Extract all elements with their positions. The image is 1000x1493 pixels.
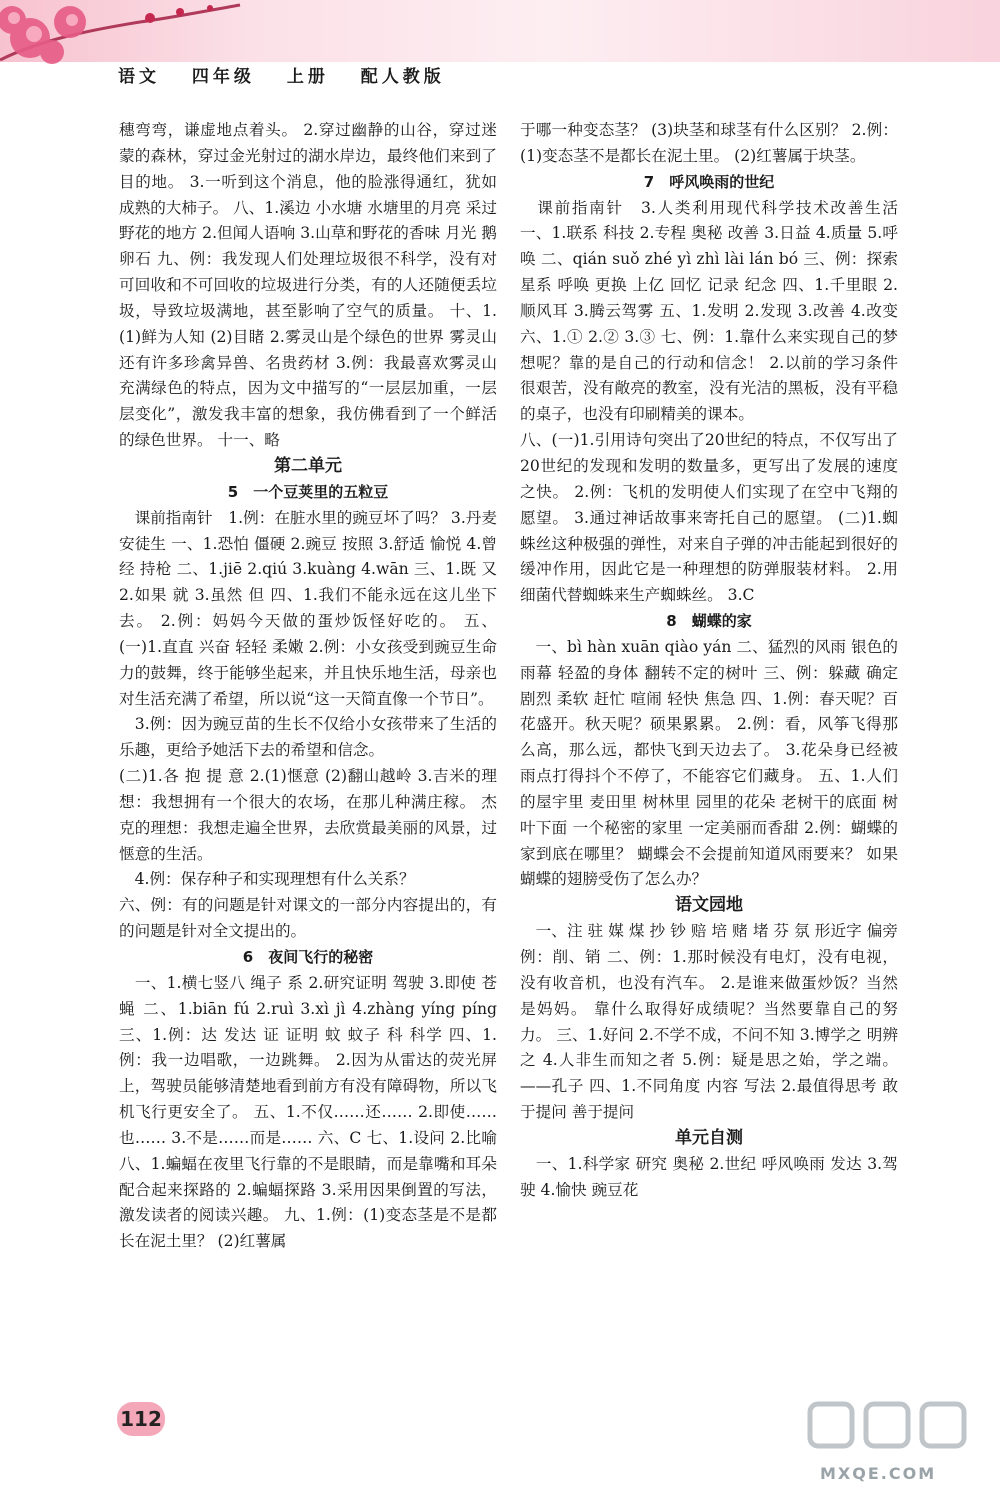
answer-paragraph: 于哪一种变态茎？ (3)块茎和球茎有什么区别？ 2.例：(1)变态茎不是都长在泥土里。 (2)红薯属于块茎。 [520, 121, 898, 165]
page-number-badge: 112 [117, 1402, 165, 1436]
answer-paragraph: 穗弯弯，谦虚地点着头。 2.穿过幽静的山谷，穿过迷蒙的森林，穿过金光射过的湖水岸边，最终他们来到了目的地。 3.一听到这个消息，他的脸涨得通红，犹如成熟的大柿子。 八、1.溪边 小水塘 水塘里的月亮 采过野花的地方 2.但闻人语响 3.山草和野花的香味 月光 鹅卵石 九、例：我发现人们处理垃圾很不科学，没有对可回收和不可回收的垃圾进行分类，有的人还随便丢垃圾，导致垃圾满地，甚至影响了空气的质量。 十、1.(1)鲜为人知 (2)目睹 2.雾灵山是个绿色的世界 雾灵山还有许多珍禽异兽、名贵药材 3.例：我最喜欢雾灵山充满绿色的特点，因为文中描写的“一层层加重，一层层变化”，激发我丰富的想象，我仿佛看到了一个鲜活的绿色世界。 十一、略 [119, 121, 497, 450]
section-heading: 6 夜间飞行的秘密 [242, 948, 374, 966]
answer-paragraph: 一、注 驻 媒 煤 抄 钞 赔 培 赌 堵 芬 氛 形近字 偏旁 例：削、销 二、例：1.那时候没有电灯，没有电视，没有收音机，也没有汽车。 2.是谁来做蛋炒饭？当然是妈妈。 靠什么取得好成绩呢？当然要靠自己的努力。 三、1.好问 2.不学不成，不问不知 3.博学之 明辨之 4.人非生而知之者 5.例：疑是思之始，学之端。——孔子 四、1.不同角度 内容 写法 2.最值得思考 敢于提问 善于提问 [520, 922, 898, 1122]
header-subject: 语文 [118, 67, 160, 87]
header-edition: 配人教版 [360, 67, 445, 87]
section-heading: 8 蝴蝶的家 [666, 612, 752, 631]
answer-paragraph: 3.例：因为豌豆苗的生长不仅给小女孩带来了生活的乐趣，更给予她活下去的希望和信念。 [119, 715, 497, 760]
right-answer-column [520, 118, 898, 1203]
header-volume: 上册 [286, 67, 329, 87]
answer-paragraph: (二)1.各 抱 提 意 2.(1)惬意 (2)翻山越岭 3.吉米的理想：我想拥有一个很大的农场，在那儿种满庄稼。 杰克的理想：我想走遍全世界，去欣赏最美丽的风景，过惬意的生活。 [119, 767, 497, 863]
answer-paragraph: 六、例：有的问题是针对课文的一部分内容提出的，有的问题是针对全文提出的。 [119, 896, 497, 941]
header-grade: 四年级 [191, 67, 255, 87]
section-heading: 单元自测 [675, 1127, 743, 1148]
section-heading: 7 呼风唤雨的世纪 [643, 172, 775, 191]
answer-paragraph: 课前指南针 1.例：在脏水里的豌豆坏了吗？ 3.丹麦 安徒生 一、1.恐怕 僵硬 2.豌豆 按照 3.舒适 愉悦 4.曾经 持枪 二、1.jiē 2.qiú 3.kuàng 4.wān 三、1.既 又 2.如果 就 3.虽然 但 四、1.我们不能永远在这儿坐下去。 2.例：妈妈今天做的蛋炒饭怪好吃的。 五、(一)1.直直 兴奋 轻轻 柔嫩 2.例：小女孩受到豌豆生命力的鼓舞，终于能够坐起来，并且快乐地生活，母亲也对生活充满了希望，所以说“这一天简直像一个节日”。 [119, 508, 497, 708]
left-answer-column [119, 118, 497, 1255]
answer-paragraph: 一、bì hàn xuān qiào yán 二、猛烈的风雨 银色的雨幕 轻盈的身体 翻转不定的树叶 三、例：躲藏 确定 剧烈 柔软 赶忙 喧闹 轻快 焦急 四、1.例：春天呢？百花盛开。秋天呢？硕果累累。 2.例：看，风筝飞得那么高，那么远，都快飞到天边去了。 3.花朵身已经被雨点打得抖个不停了，不能容它们藏身。 五、1.人们的屋宇里 麦田里 树林里 园里的花朵 老树干的底面 树叶下面 一个秘密的家里 一定美丽而香甜 2.例：蝴蝶的家到底在哪里？ 蝴蝶会不会提前知道风雨要来？ 如果蝴蝶的翅膀受伤了怎么办？ [520, 637, 898, 889]
section-heading: 语文园地 [675, 895, 743, 916]
answer-paragraph: 一、1.横七竖八 绳子 系 2.研究证明 驾驶 3.即使 苍蝇 二、1.biān fú 2.ruì 3.xì jì 4.zhàng yíng píng 三、1.例：达 发达 证 证明 蚊 蚊子 科 科学 四、1.例：我一边唱歌，一边跳舞。 2.因为从雷达的荧光屏上，驾驶员能够清楚地看到前方有没有障碍物，所以飞机飞行更安全了。 五、1.不仅……还…… 2.即使……也…… 3.不是……而是…… 六、C 七、1.设问 2.比喻 八、1.蝙蝠在夜里飞行靠的不是眼睛，而是靠嘴和耳朵配合起来探路的 2.蝙蝠探路 3.采用因果倒置的写法，激发读者的阅读兴趣。 九、1.例：(1)变态茎是不是都长在泥土里？ (2)红薯属 [119, 973, 497, 1251]
section-heading: 5 一个豆荚里的五粒豆 [227, 482, 389, 501]
answer-paragraph: 一、1.科学家 研究 奥秘 2.世纪 呼风唤雨 发达 3.驾驶 4.愉快 豌豆花 [520, 1154, 898, 1199]
answer-paragraph: 4.例：保存种子和实现理想有什么关系？ [119, 870, 415, 889]
answer-paragraph: 课前指南针 3.人类利用现代科学技术改善生活 一、1.联系 科技 2.专程 奥秘 改善 3.日益 4.质量 5.呼唤 二、qián suǒ zhé yì zhì lài lán bó 三、例：探索 星系 呼唤 更换 上亿 回忆 记录 纪念 四、1.千里眼 2.顺风耳 3.腾云驾雾 五、1.发明 2.发现 3.改善 4.改变 六、1.① 2.② 3.③ 七、例：1.靠什么来实现自己的梦想呢？靠的是自己的行动和信念！ 2.以前的学习条件很艰苦，没有敞亮的教室，没有光洁的黑板，没有平稳的桌子，也没有印刷精美的课本。 [520, 198, 898, 424]
section-heading: 第二单元 [274, 455, 342, 476]
watermark-text: MXQE.COM [820, 1464, 937, 1483]
answer-paragraph: 八、(一)1.引用诗句突出了20世纪的特点，不仅写出了20世纪的发现和发明的数量多，更写出了发展的速度之快。 2.例：飞机的发明使人们实现了在空中飞翔的愿望。 3.通过神话故事来寄托自己的愿望。 (二)1.蜘蛛丝这种极强的弹性，对来自子弹的冲击能起到很好的缓冲作用，因此它是一种理想的防弹服装材料。 2.用细菌代替蜘蛛来生产蜘蛛丝。 3.C [520, 431, 898, 605]
page-header [118, 62, 467, 87]
